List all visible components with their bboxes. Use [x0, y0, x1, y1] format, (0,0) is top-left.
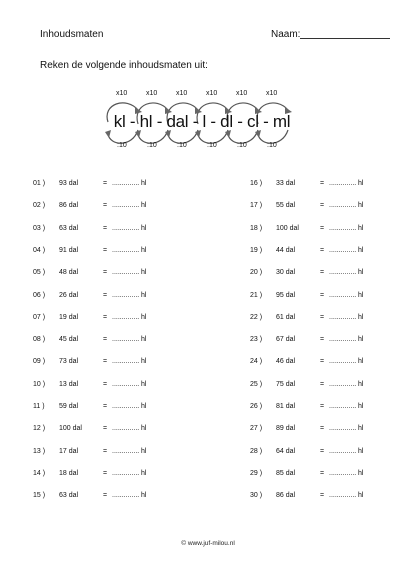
- exercise-number: 05 ): [33, 269, 46, 277]
- exercise-value: 33 dal: [276, 180, 296, 187]
- target-unit: hl: [358, 358, 364, 366]
- multiply-label: x10: [116, 90, 128, 97]
- exercise-value: 45 dal: [59, 336, 79, 344]
- target-unit: hl: [141, 447, 147, 455]
- exercise-value: 93 dal: [59, 180, 79, 187]
- exercise-value: 95 dal: [276, 291, 296, 299]
- target-unit: hl: [141, 269, 147, 277]
- exercise-number: 22 ): [250, 313, 263, 321]
- answer-blank[interactable]: ..............: [329, 425, 357, 433]
- target-unit: hl: [141, 224, 147, 232]
- answer-blank[interactable]: ..............: [112, 269, 140, 277]
- exercise-number: 02 ): [33, 202, 46, 210]
- exercise-value: 63 dal: [59, 224, 79, 232]
- target-unit: hl: [141, 469, 147, 477]
- target-unit: hl: [358, 492, 364, 500]
- exercise-number: 30 ): [250, 492, 263, 500]
- answer-blank[interactable]: ..............: [329, 380, 357, 388]
- equals-sign: =: [320, 469, 325, 477]
- exercise-value: 67 dal: [276, 336, 296, 344]
- equals-sign: =: [103, 492, 108, 500]
- exercise-value: 17 dal: [59, 447, 79, 455]
- equals-sign: =: [103, 246, 108, 254]
- answer-blank[interactable]: ..............: [112, 380, 140, 388]
- exercise-number: 11 ): [33, 403, 45, 410]
- exercise-number: 24 ): [250, 358, 263, 366]
- answer-blank[interactable]: ..............: [112, 358, 140, 366]
- answer-blank[interactable]: ..............: [112, 425, 140, 433]
- answer-blank[interactable]: ..............: [112, 224, 140, 232]
- exercise-value: 91 dal: [59, 246, 79, 254]
- exercise-value: 26 dal: [59, 291, 79, 299]
- equals-sign: =: [320, 492, 325, 500]
- exercise-value: 86 dal: [59, 202, 79, 210]
- exercise-number: 07 ): [33, 313, 46, 321]
- divide-label: :10: [117, 142, 127, 149]
- equals-sign: =: [103, 403, 108, 410]
- equals-sign: =: [103, 425, 108, 433]
- equals-sign: =: [103, 336, 108, 344]
- answer-blank[interactable]: ..............: [329, 246, 357, 254]
- equals-sign: =: [320, 403, 325, 410]
- exercise-number: 10 ): [33, 380, 46, 388]
- exercise-number: 29 ): [250, 469, 263, 477]
- exercise-number: 03 ): [33, 224, 46, 232]
- divide-label: :10: [147, 142, 157, 149]
- target-unit: hl: [358, 380, 364, 388]
- target-unit: hl: [141, 313, 147, 321]
- target-unit: hl: [141, 180, 147, 187]
- exercise-number: 19 ): [250, 246, 263, 254]
- answer-blank[interactable]: ..............: [329, 336, 357, 344]
- target-unit: hl: [141, 380, 147, 388]
- equals-sign: =: [103, 313, 108, 321]
- target-unit: hl: [358, 336, 364, 344]
- target-unit: hl: [358, 202, 364, 210]
- name-blank-line: [300, 38, 390, 39]
- target-unit: hl: [141, 358, 147, 366]
- conversion-diagram: [96, 90, 308, 152]
- target-unit: hl: [141, 202, 147, 210]
- instruction-text: Reken de volgende inhoudsmaten uit:: [40, 60, 208, 71]
- target-unit: hl: [358, 246, 364, 254]
- answer-blank[interactable]: ..............: [329, 291, 357, 299]
- exercise-value: 61 dal: [276, 313, 296, 321]
- exercise-value: 44 dal: [276, 246, 296, 254]
- footer-copyright: © www.juf-milou.nl: [181, 540, 235, 547]
- answer-blank[interactable]: ..............: [329, 180, 357, 187]
- answer-blank[interactable]: ..............: [112, 469, 140, 477]
- equals-sign: =: [103, 291, 108, 299]
- exercise-value: 85 dal: [276, 469, 296, 477]
- exercise-number: 14 ): [33, 469, 46, 477]
- target-unit: hl: [141, 425, 147, 433]
- exercise-number: 26 ): [250, 403, 263, 410]
- equals-sign: =: [320, 425, 325, 433]
- equals-sign: =: [103, 358, 108, 366]
- exercise-number: 13 ): [33, 447, 46, 455]
- exercise-value: 75 dal: [276, 380, 296, 388]
- exercise-number: 23 ): [250, 336, 263, 344]
- equals-sign: =: [320, 336, 325, 344]
- equals-sign: =: [320, 269, 325, 277]
- answer-blank[interactable]: ..............: [329, 269, 357, 277]
- answer-blank[interactable]: ..............: [112, 180, 140, 187]
- equals-sign: =: [320, 246, 325, 254]
- exercise-number: 28 ): [250, 447, 263, 455]
- equals-sign: =: [320, 380, 325, 388]
- exercise-value: 55 dal: [276, 202, 296, 210]
- equals-sign: =: [103, 447, 108, 455]
- multiply-label: x10: [176, 90, 188, 97]
- equals-sign: =: [103, 202, 108, 210]
- exercise-number: 15 ): [33, 492, 46, 500]
- target-unit: hl: [358, 425, 364, 433]
- exercise-number: 27 ): [250, 425, 263, 433]
- multiply-label: x10: [206, 90, 218, 97]
- answer-blank[interactable]: ..............: [329, 202, 357, 210]
- exercise-value: 64 dal: [276, 447, 296, 455]
- exercise-value: 30 dal: [276, 269, 296, 277]
- exercise-number: 08 ): [33, 336, 46, 344]
- exercise-value: 86 dal: [276, 492, 296, 500]
- answer-blank[interactable]: ..............: [112, 447, 140, 455]
- answer-blank[interactable]: ..............: [112, 403, 140, 410]
- equals-sign: =: [103, 469, 108, 477]
- exercise-value: 100 dal: [59, 425, 82, 433]
- answer-blank[interactable]: ..............: [112, 313, 140, 321]
- answer-blank[interactable]: ..............: [329, 224, 357, 232]
- target-unit: hl: [141, 246, 147, 254]
- exercise-number: 12 ): [33, 425, 46, 433]
- name-label: Naam:: [271, 29, 301, 40]
- exercise-value: 19 dal: [59, 313, 79, 321]
- answer-blank[interactable]: ..............: [112, 246, 140, 254]
- target-unit: hl: [358, 269, 364, 277]
- exercise-value: 46 dal: [276, 358, 296, 366]
- exercise-value: 13 dal: [59, 380, 79, 388]
- exercise-value: 89 dal: [276, 425, 296, 433]
- target-unit: hl: [358, 469, 364, 477]
- answer-blank[interactable]: ..............: [329, 313, 357, 321]
- exercise-number: 09 ): [33, 358, 46, 366]
- page-title: Inhoudsmaten: [40, 29, 104, 40]
- target-unit: hl: [141, 492, 147, 500]
- divide-label: :10: [237, 142, 247, 149]
- target-unit: hl: [358, 291, 364, 299]
- exercise-number: 17 ): [250, 202, 263, 210]
- exercise-number: 21 ): [250, 291, 263, 299]
- unit-sequence: kl - hl - dal - l - dl - cl - ml: [113, 112, 291, 131]
- exercise-value: 63 dal: [59, 492, 79, 500]
- target-unit: hl: [358, 224, 364, 232]
- target-unit: hl: [358, 403, 364, 410]
- multiply-label: x10: [236, 90, 248, 97]
- equals-sign: =: [320, 202, 325, 210]
- answer-blank[interactable]: ..............: [112, 291, 140, 299]
- exercise-number: 06 ): [33, 291, 46, 299]
- exercise-value: 73 dal: [59, 358, 79, 366]
- equals-sign: =: [320, 291, 325, 299]
- answer-blank[interactable]: ..............: [329, 469, 357, 477]
- answer-blank[interactable]: ..............: [112, 492, 140, 500]
- equals-sign: =: [320, 180, 325, 187]
- exercise-number: 20 ): [250, 269, 263, 277]
- target-unit: hl: [141, 291, 147, 299]
- answer-blank[interactable]: ..............: [329, 447, 357, 455]
- exercise-number: 25 ): [250, 380, 263, 388]
- answer-blank[interactable]: ..............: [329, 358, 357, 366]
- equals-sign: =: [320, 358, 325, 366]
- equals-sign: =: [103, 224, 108, 232]
- divide-label: :10: [207, 142, 217, 149]
- equals-sign: =: [103, 380, 108, 388]
- exercise-number: 01 ): [33, 180, 46, 187]
- target-unit: hl: [358, 447, 364, 455]
- answer-blank[interactable]: ..............: [329, 403, 357, 410]
- exercise-value: 59 dal: [59, 403, 79, 410]
- target-unit: hl: [141, 403, 147, 410]
- exercise-value: 18 dal: [59, 469, 79, 477]
- answer-blank[interactable]: ..............: [112, 336, 140, 344]
- exercise-value: 100 dal: [276, 224, 299, 232]
- multiply-label: x10: [146, 90, 158, 97]
- equals-sign: =: [320, 447, 325, 455]
- target-unit: hl: [358, 180, 364, 187]
- answer-blank[interactable]: ..............: [112, 202, 140, 210]
- exercise-value: 48 dal: [59, 269, 79, 277]
- target-unit: hl: [141, 336, 147, 344]
- equals-sign: =: [103, 269, 108, 277]
- exercise-number: 18 ): [250, 224, 263, 232]
- equals-sign: =: [320, 224, 325, 232]
- exercise-number: 04 ): [33, 246, 46, 254]
- divide-label: :10: [177, 142, 187, 149]
- exercise-number: 16 ): [250, 180, 263, 187]
- multiply-label: x10: [266, 90, 278, 97]
- answer-blank[interactable]: ..............: [329, 492, 357, 500]
- divide-label: :10: [267, 142, 277, 149]
- equals-sign: =: [320, 313, 325, 321]
- exercise-value: 81 dal: [276, 403, 296, 410]
- equals-sign: =: [103, 180, 108, 187]
- target-unit: hl: [358, 313, 364, 321]
